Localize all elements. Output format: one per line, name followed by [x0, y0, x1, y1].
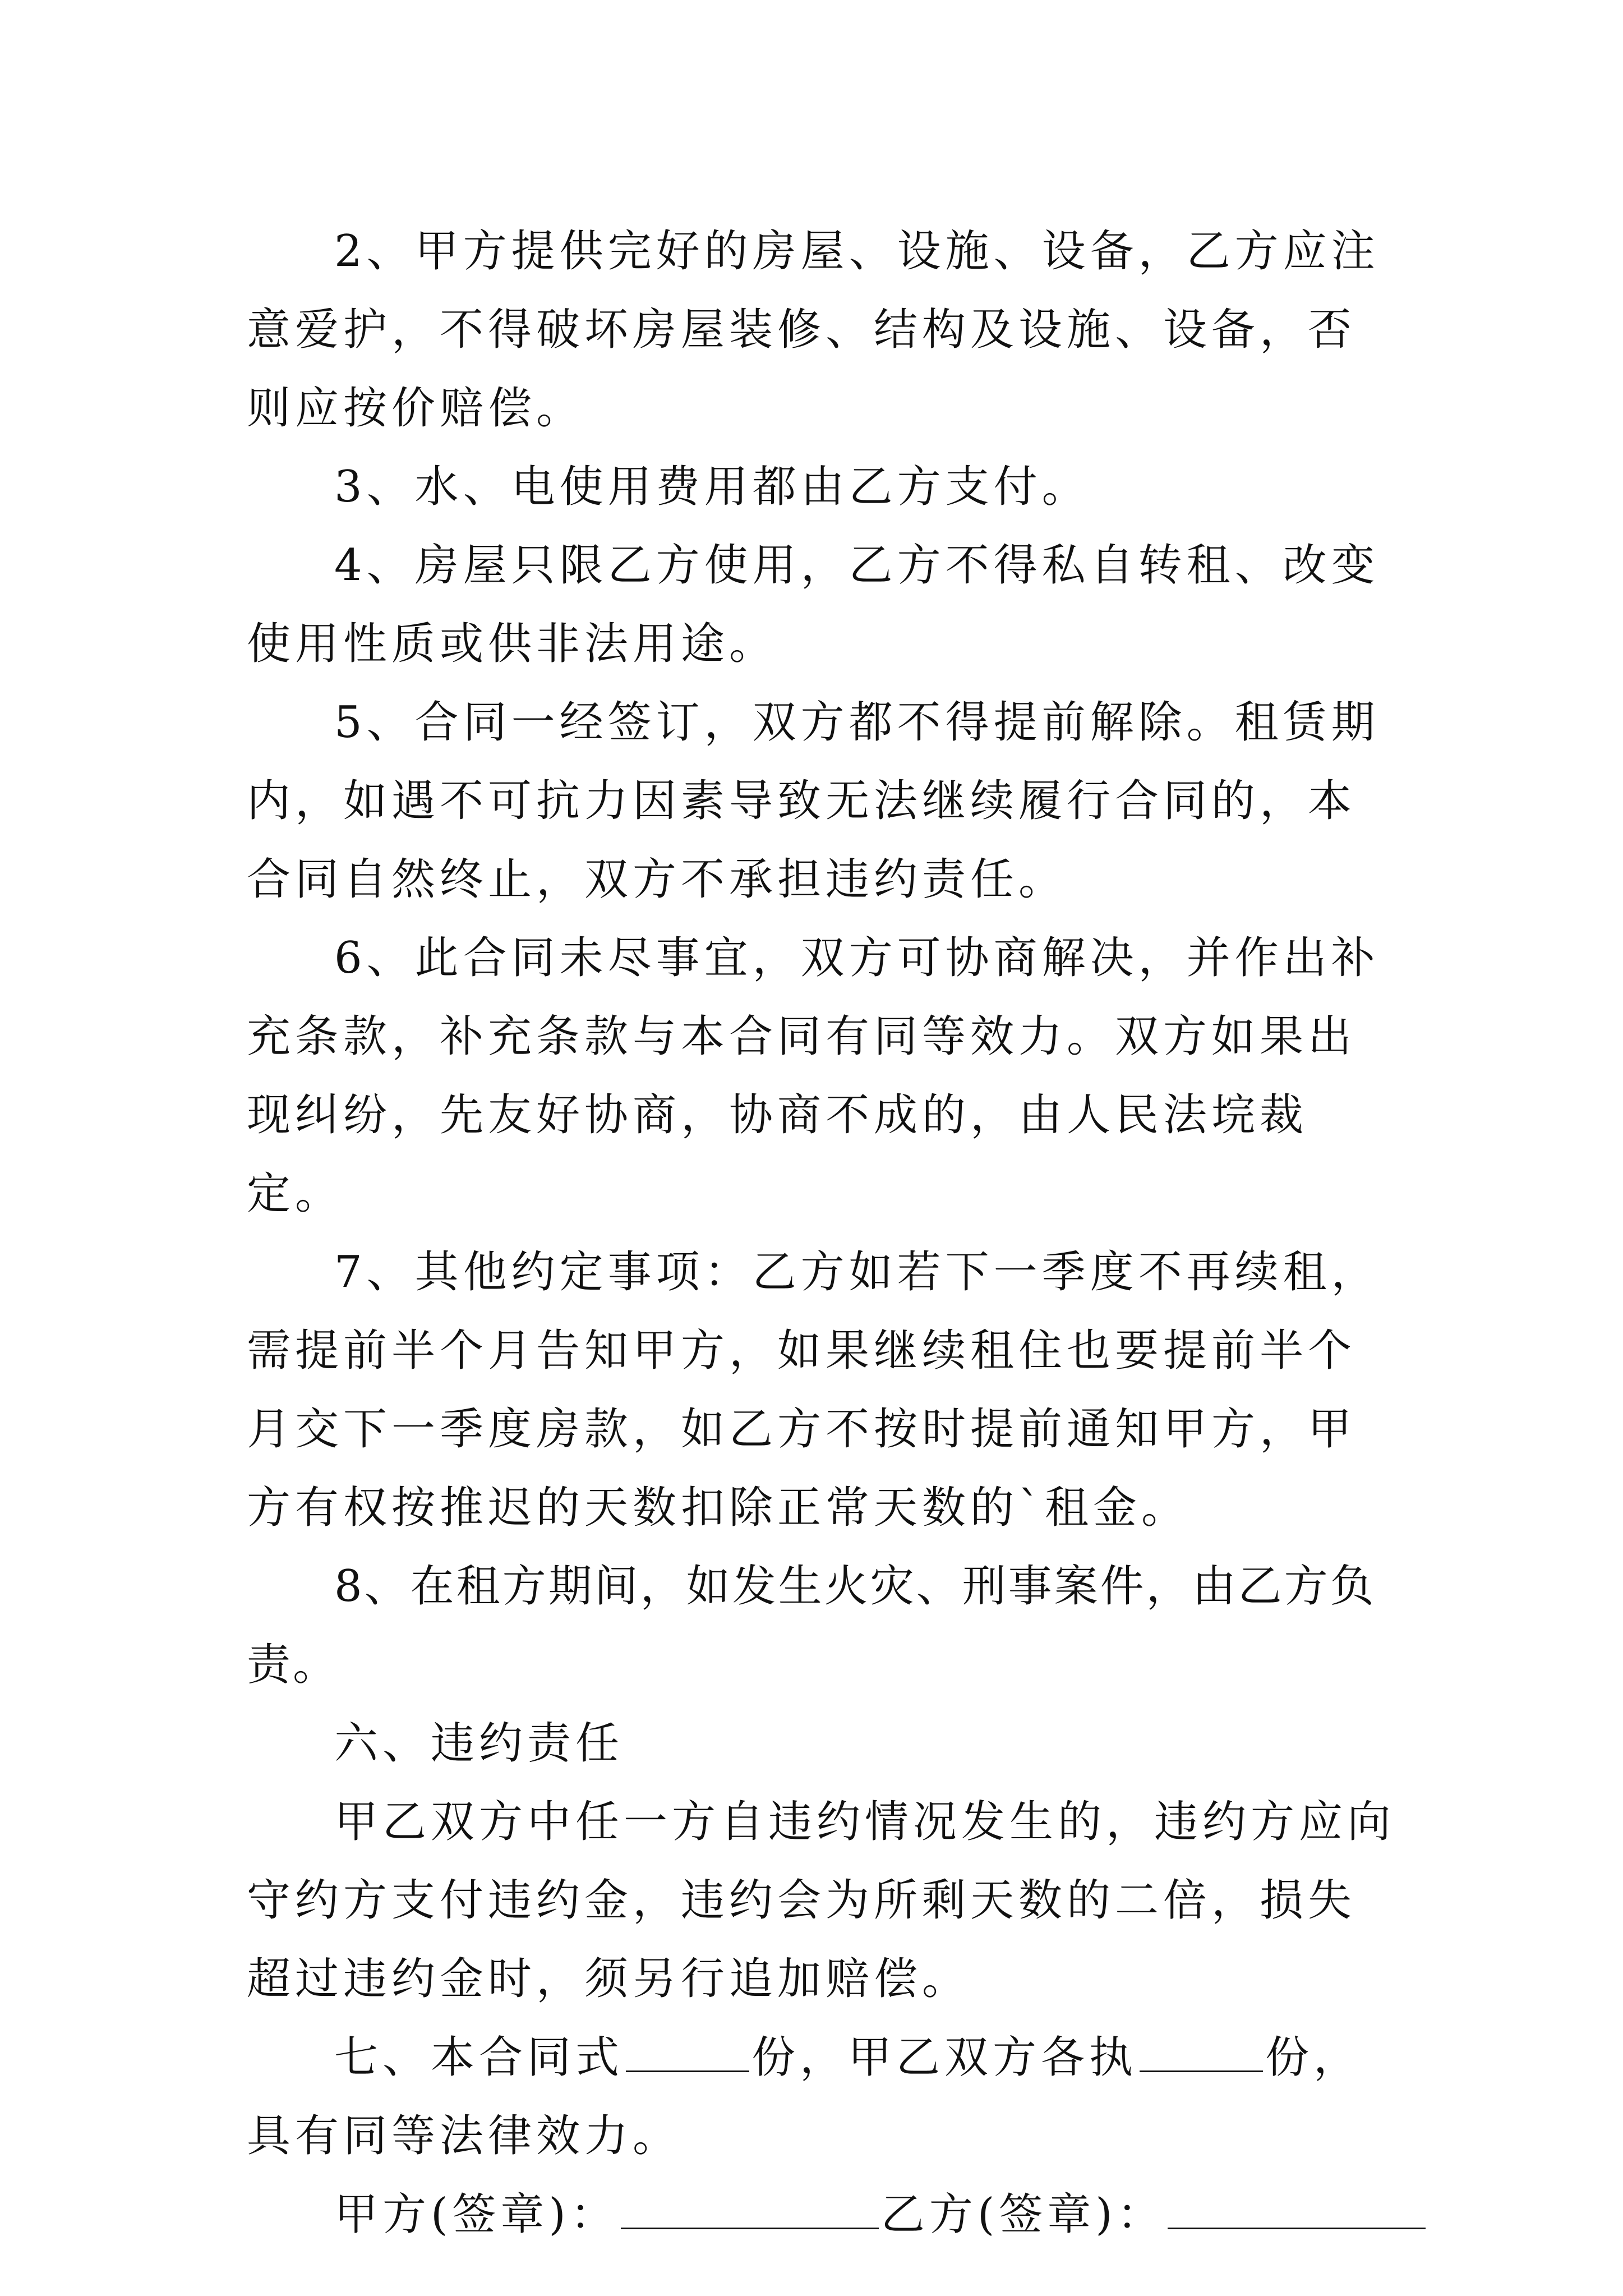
section-6-body: 甲乙双方中任一方自违约情况发生的，违约方应向守约方支付违约金，违约会为所剩天数的二倍，损失超过违约金时，须另行追加赔偿。: [247, 1797, 1396, 2004]
clause-3: 3、水、电使用费用都由乙方支付。: [334, 462, 1090, 512]
clause-5: 5、合同一经签订，双方都不得提前解除。租赁期内，如遇不可抗力因素导致无法继续履行合同的，本合同自然终止，双方不承担违约责任。: [247, 697, 1380, 905]
party-a-signature-label: 甲方(签章)：: [334, 2189, 619, 2240]
section-7: [247, 2018, 1396, 2175]
clause-2: 2、甲方提供完好的房屋、设施、设备，乙方应注意爱护，不得破坏房屋装修、结构及设施、设备，否则应按价赔偿。: [247, 226, 1380, 434]
party-b-signature-label: 乙方(签章)：: [880, 2189, 1165, 2240]
party-a-signature-blank: [621, 2194, 879, 2229]
section-7-part1: 七、本合同式: [334, 2032, 624, 2083]
copies-total-blank: [626, 2037, 749, 2072]
section-6-heading: 六、违约责任: [334, 1718, 624, 1769]
clause-4: 4、房屋只限乙方使用，乙方不得私自转租、改变使用性质或供非法用途。: [247, 540, 1380, 669]
clause-6: 6、此合同未尽事宜，双方可协商解决，并作出补充条款，补充条款与本合同有同等效力。双方如果出现纠纷，先友好协商，协商不成的，由人民法垸裁定。: [247, 933, 1380, 1219]
section-7-part2: 份，甲乙双方各执: [751, 2032, 1138, 2083]
copies-each-blank: [1140, 2037, 1263, 2072]
clause-7: 7、其他约定事项：乙方如若下一季度不再续租，需提前半个月告知甲方，如果继续租住也要提前半个月交下一季度房款，如乙方不按时提前通知甲方，甲方有权按推迟的天数扣除正常天数的`租金。: [247, 1247, 1380, 1533]
contract-body: [247, 212, 1396, 2254]
signature-row: [247, 2175, 1396, 2254]
section-7-part3: 份，具有同等法律效力。: [247, 2032, 1362, 2161]
clause-8: 8、在租方期间，如发生火灾、刑事案件，由乙方负责。: [247, 1561, 1376, 1690]
party-b-signature-blank: [1168, 2194, 1426, 2229]
